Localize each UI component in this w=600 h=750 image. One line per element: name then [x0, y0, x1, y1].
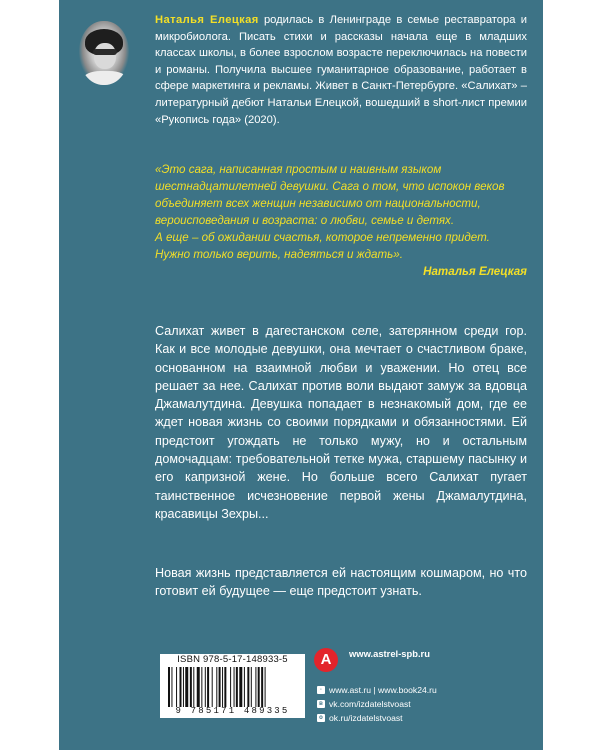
barcode-bar: [180, 667, 182, 707]
book-back-cover: [59, 0, 543, 750]
barcode-bar: [258, 667, 260, 707]
author-bio: [155, 12, 527, 128]
publisher-link-row[interactable]: [317, 697, 437, 711]
barcode-bar: [201, 667, 202, 707]
barcode-box: [160, 654, 305, 718]
quote-paragraph-1: «Это сага, написанная простым и наивным языком шестнадцатилетней девушки. Сага о том, что испокон веков объединяет всех женщин независимо от национальности, вероисповедания и возраста: о любви, семье и детях.: [155, 163, 505, 227]
publisher-link-text[interactable]: vk.com/izdatelstvoast: [329, 699, 411, 709]
barcode-bar: [212, 667, 213, 707]
author-photo-shirt: [83, 71, 127, 85]
quote-author: Наталья Елецкая: [423, 265, 527, 278]
author-photo-face: [94, 43, 116, 69]
publisher-link-row[interactable]: [317, 683, 437, 697]
description-paragraph-2: Новая жизнь представляется ей настоящим кошмаром, но что готовит ей будущее — еще предстоит узнать.: [155, 565, 527, 598]
publisher-logo: [314, 648, 338, 672]
barcode-bar: [190, 667, 192, 707]
barcode-bar: [197, 667, 200, 707]
barcode-bar: [251, 667, 252, 707]
barcode-bar: [207, 667, 209, 707]
globe-icon: ◦: [317, 686, 325, 694]
barcode-bar: [205, 667, 206, 707]
barcode-bar: [171, 667, 172, 707]
barcode-bar: [236, 667, 238, 707]
publisher-links: [317, 683, 437, 725]
barcode-bar: [168, 667, 170, 707]
barcode-digits: 9 785171 489335: [175, 706, 290, 716]
publisher-logo-letter: A: [320, 651, 332, 668]
barcode-bar: [222, 667, 223, 707]
barcode-bar: [219, 667, 221, 707]
barcode-bar: [216, 667, 217, 707]
barcode-bar: [244, 667, 245, 707]
publisher-link-text[interactable]: ok.ru/izdatelstvoast: [329, 713, 403, 723]
publisher-site-link[interactable]: www.astrel-spb.ru: [349, 648, 430, 659]
vk-icon: в: [317, 700, 325, 708]
publisher-link-row[interactable]: [317, 711, 437, 725]
book-description: [155, 322, 527, 523]
author-photo: [79, 21, 129, 85]
barcode-bar: [193, 667, 194, 707]
publisher-link-text[interactable]: www.ast.ru | www.book24.ru: [329, 685, 437, 695]
book-description-2: [155, 551, 527, 613]
quote-paragraph-2: А еще – об ожидании счастья, которое непременно придет. Нужно только верить, надеяться и ждать».: [155, 231, 490, 261]
barcode-bar: [176, 667, 177, 707]
description-paragraph-1: Салихат живет в дагестанском селе, затерянном среди гор. Как и все молодые девушки, она мечтает о счастливом браке, основанном на взаимной любви и уважении. Но отец все решает за нее. Салихат против воли выдают замуж за вдовца Джамалутдина. Девушка попадает в незнакомый дом, где ее ждет новая жизнь со своими порядками и обязанностями. Ей предстоит угождать не только мужу, но и остальным домочадцам: требовательной тетке мужа, старшему пасынку и его капризной жене. Но больше всего Салихат пугает таинственное исчезновение первой жены Джамалутдина, красавицы Зехры...: [155, 324, 527, 521]
barcode-bar: [185, 667, 188, 707]
barcode-bar: [230, 667, 231, 707]
barcode-bar: [183, 667, 184, 707]
author-quote: [155, 161, 527, 280]
barcode-bar: [234, 667, 235, 707]
barcode-bar: [224, 667, 226, 707]
barcode-bar: [261, 667, 263, 707]
barcode-bar: [239, 667, 242, 707]
isbn-label: ISBN 978-5-17-148933-5: [177, 654, 288, 665]
barcode-bar: [265, 667, 266, 707]
barcode-bars: [168, 667, 298, 707]
author-name: Наталья Елецкая: [155, 14, 259, 26]
author-bio-text: родилась в Ленинграде в семье реставратора и микробиолога. Писать стихи и рассказы начала еще в младших классах школы, в более взрослом возрасте переключилась на повести и романы. Получила высшее гуманитарное образование, работает в сфере маркетинга и рекламы. Живет в Санкт-Петербурге. «Салихат» – литературный дебют Натальи Елецкой, вошедший в short-лист премии «Рукопись года» (2020).: [155, 14, 527, 126]
barcode-bar: [247, 667, 249, 707]
barcode-bar: [255, 667, 256, 707]
ok-icon: о: [317, 714, 325, 722]
author-photo-glasses: [93, 49, 117, 55]
